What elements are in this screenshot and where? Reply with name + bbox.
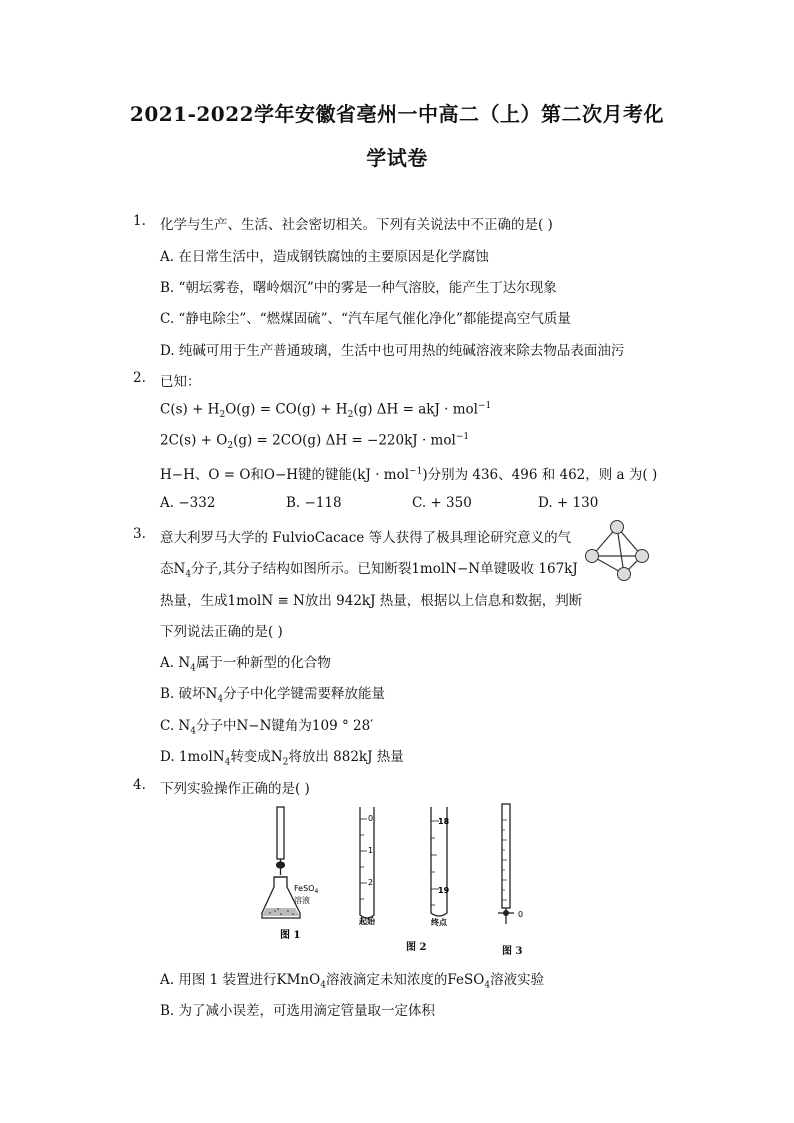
figure-1-caption: 图 1 bbox=[280, 930, 301, 940]
figure-1-titration-setup bbox=[258, 805, 328, 940]
q3-option-c: C. $N_4$分子中N−N键角为109 ° 28′ bbox=[160, 718, 374, 737]
q2-bond-energy-line: H−H、O = O和O−H键的键能(kJ · mol$^{-1}$)分别为 436、496 和 462，则 a 为( ) bbox=[160, 466, 658, 483]
figure-2-caption: 图 2 bbox=[406, 942, 427, 953]
q2-number: 2. bbox=[133, 370, 146, 386]
n-atom-bottom bbox=[618, 568, 631, 581]
q4-stem: 下列实验操作正确的是( ) bbox=[160, 781, 310, 797]
q2-stem: 已知： bbox=[160, 374, 201, 390]
tick-1: 1 bbox=[368, 846, 374, 855]
q3-option-b: B. 破坏$N_4$分子中化学键需要释放能量 bbox=[160, 686, 386, 705]
q4-number: 4. bbox=[133, 777, 146, 793]
q3-line-3: 热量，生成1molN ≡ N放出 942kJ 热量，根据以上信息和数据，判断 bbox=[160, 593, 583, 609]
burette-zero-label: 0 bbox=[518, 910, 524, 919]
feso4-label: FeSO$_4$ bbox=[294, 884, 319, 895]
n-atom-right bbox=[636, 550, 649, 563]
q2-equation-2: $2C(s) + O_2(g) = 2CO(g) \Delta H = -220kJ \cdot mol^{-1}$ bbox=[160, 432, 470, 452]
q1-option-a: A. 在日常生活中，造成钢铁腐蚀的主要原因是化学腐蚀 bbox=[160, 249, 489, 265]
tick-18: 18 bbox=[438, 817, 450, 826]
q3-line-4: 下列说法正确的是( ) bbox=[160, 624, 283, 640]
q1-option-d: D. 纯碱可用于生产普通玻璃，生活中也可用热的纯碱溶液来除去物品表面油污 bbox=[160, 343, 625, 359]
page-title-line1: 2021-2022学年安徽省亳州一中高二（上）第二次月考化 bbox=[129, 102, 665, 126]
q1-stem: 化学与生产、生活、社会密切相关。下列有关说法中不正确的是( ) bbox=[160, 217, 553, 233]
q3-line-2: 态$N_4$分子,其分子结构如图所示。已知断裂1molN−N单键吸收 167kJ bbox=[160, 561, 578, 580]
q2-option-a: A. −332 bbox=[160, 495, 216, 511]
figure-2-start-reading bbox=[355, 805, 395, 925]
n-atom-left bbox=[586, 550, 599, 563]
q1-option-c: C. “静电除尘”、“燃煤固硫”、“汽车尾气催化净化”都能提高空气质量 bbox=[160, 311, 571, 327]
solution-label: 溶液 bbox=[294, 896, 310, 905]
q3-option-a: A. $N_4$属于一种新型的化合物 bbox=[160, 655, 331, 674]
q2-option-d: D. + 130 bbox=[538, 495, 599, 511]
figure-2-end-reading bbox=[425, 805, 470, 927]
tick-0: 0 bbox=[368, 814, 374, 823]
q1-number: 1. bbox=[133, 213, 146, 229]
n-atom-top bbox=[611, 521, 624, 534]
q3-line-1: 意大利罗马大学的 FulvioCacace 等人获得了极具理论研究意义的气 bbox=[160, 530, 572, 546]
q4-option-b: B. 为了减小误差，可选用滴定管量取一定体积 bbox=[160, 1003, 436, 1019]
q2-option-b: B. −118 bbox=[286, 495, 342, 511]
n4-molecule-diagram bbox=[584, 518, 650, 584]
figure-3-caption: 图 3 bbox=[502, 946, 523, 957]
q1-option-b: B. “朝坛雾卷，曙岭烟沉”中的雾是一种气溶胶，能产生丁达尔现象 bbox=[160, 280, 557, 296]
q4-option-a: A. 用图 1 装置进行KMnO$_4$溶液滴定未知浓度的FeSO$_4$溶液实验 bbox=[160, 972, 545, 991]
tick-2: 2 bbox=[368, 878, 374, 887]
q3-option-d: D. 1molN$_4$转变成$N_2$将放出 882kJ 热量 bbox=[160, 749, 404, 768]
q2-equation-1: $C(s) + H_2O(g) = CO(g) + H_2(g) \Delta H$ = akJ · mol$^{-1}$ bbox=[160, 401, 492, 421]
figure-3-burette bbox=[494, 800, 534, 930]
q3-number: 3. bbox=[133, 526, 146, 542]
tick-19: 19 bbox=[438, 886, 450, 895]
start-label: 起始 bbox=[359, 917, 375, 925]
end-label: 终点 bbox=[431, 918, 447, 927]
q2-option-c: C. + 350 bbox=[412, 495, 472, 511]
page-title-line2: 学试卷 bbox=[366, 146, 428, 170]
